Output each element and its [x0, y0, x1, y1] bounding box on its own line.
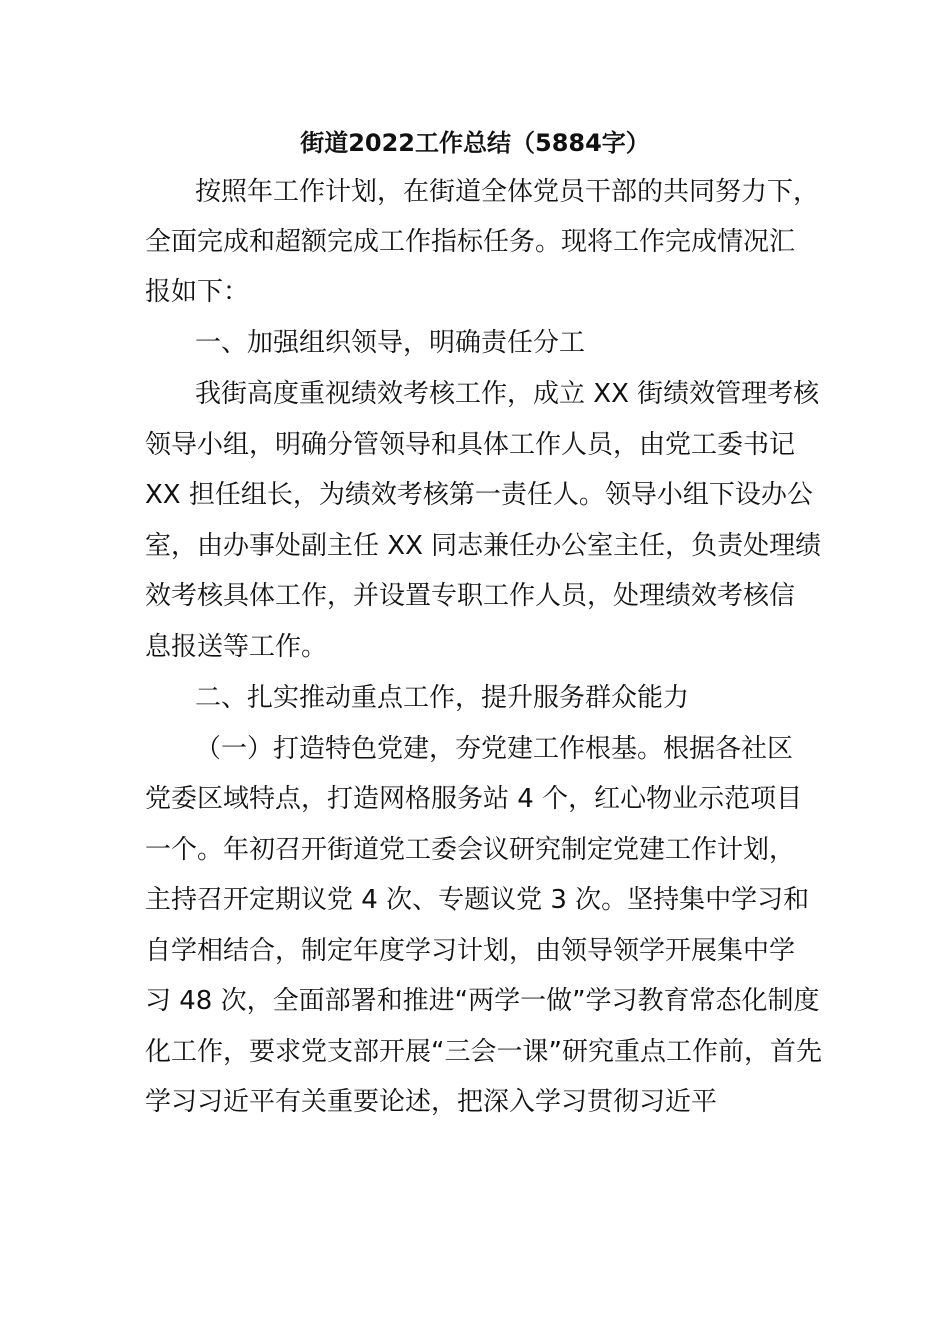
paragraph-1-line-2: 领导小组，明确分管领导和具体工作人员，由党工委书记: [145, 430, 796, 460]
paragraph-2-line-5: 自学相结合，制定年度学习计划，由领导领学开展集中学: [145, 936, 796, 966]
paragraph-intro-line-2: 全面完成和超额完成工作指标任务。现将工作完成情况汇: [145, 227, 796, 257]
paragraph-1-line-3: XX 担任组长，为绩效考核第一责任人。领导小组下设办公: [145, 480, 813, 510]
paragraph-2-line-3: 一个。年初召开街道党工委会议研究制定党建工作计划，: [145, 835, 796, 865]
paragraph-1-line-6: 息报送等工作。: [145, 632, 328, 662]
paragraph-1-line-4: 室，由办事处副主任 XX 同志兼任办公室主任，负责处理绩: [145, 531, 822, 561]
paragraph-2-line-1: （一）打造特色党建，夯党建工作根基。根据各社区: [195, 734, 794, 764]
paragraph-2-line-4: 主持召开定期议党 4 次、专题议党 3 次。坚持集中学习和: [145, 885, 810, 915]
paragraph-1-line-1: 我街高度重视绩效考核工作，成立 XX 街绩效管理考核: [195, 379, 820, 409]
document-title: 街道2022工作总结（5884字）: [300, 129, 650, 157]
paragraph-2-line-2: 党委区域特点，打造网格服务站 4 个，红心物业示范项目: [145, 784, 803, 814]
paragraph-1-line-5: 效考核具体工作，并设置专职工作人员，处理绩效考核信: [145, 581, 796, 611]
paragraph-2-line-8: 学习习近平有关重要论述，把深入学习贯彻习近平: [145, 1087, 718, 1117]
paragraph-2-line-6: 习 48 次，全面部署和推进“两学一做”学习教育常态化制度: [145, 986, 820, 1016]
section-heading-1: 一、加强组织领导，明确责任分工: [195, 328, 586, 358]
paragraph-intro-line-3: 报如下：: [145, 277, 250, 307]
paragraph-2-line-7: 化工作，要求党支部开展“三会一课”研究重点工作前，首先: [145, 1037, 822, 1067]
paragraph-intro-line-1: 按照年工作计划，在街道全体党员干部的共同努力下，: [195, 177, 820, 207]
section-heading-2: 二、扎实推动重点工作，提升服务群众能力: [195, 683, 690, 713]
